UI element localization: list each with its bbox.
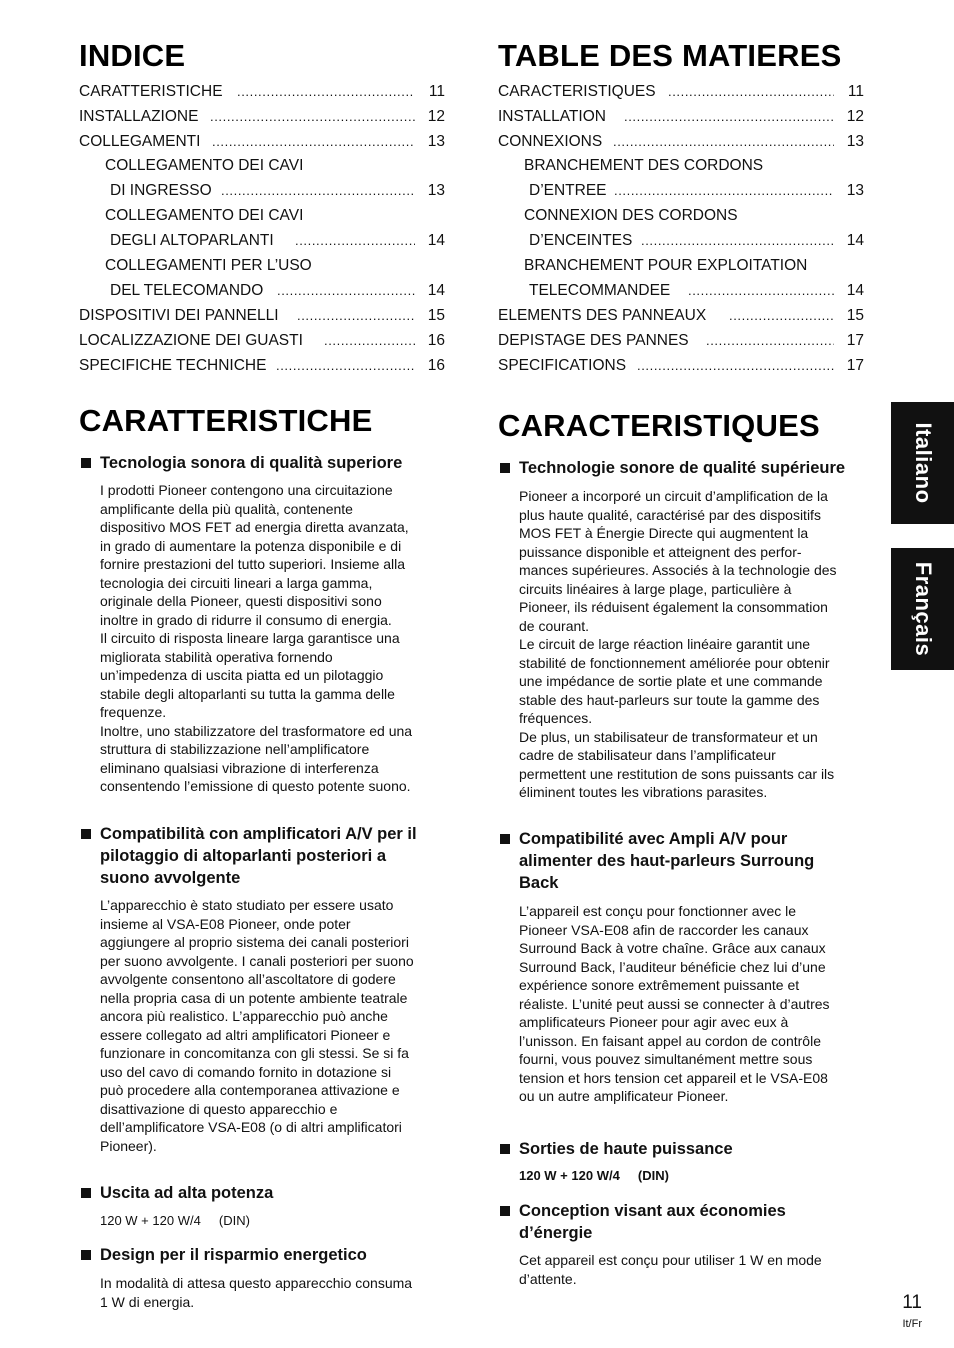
language-tab-italiano: Italiano — [891, 402, 954, 524]
toc-entry: DEL TELECOMANDO ..... 14 — [79, 280, 445, 302]
toc-entry: LOCALIZZAZIONE DEI GUASTI ..... 16 — [79, 330, 445, 352]
bullet-square-icon — [81, 1188, 91, 1198]
section-heading: Technologie sonore de qualité supérieure — [498, 457, 878, 479]
section-heading: Tecnologia sonora di qualità superiore — [79, 452, 457, 474]
features-title: CARATTERISTICHE — [79, 403, 373, 438]
toc-entry: CARACTERISTIQUES ..... 11 — [498, 81, 864, 103]
bullet-square-icon — [500, 834, 510, 844]
toc-title: INDICE — [79, 38, 186, 73]
power-output-spec: 120 W + 120 W/4 (DIN) — [519, 1168, 669, 1183]
section-body: Pioneer a incorporé un circuit d’amplification de la plus haute qualité, caractérisé par des dispositifs MOS FET à Énergie Directe qui augmentent la puissance disponible et atteignent des perfor- mances supérieures. Associés à la technologie des circuits linéaires à large plage, particulière à Pioneer, ils réduisent également la consommation de courant. Le circuit de large réaction linéaire garantit une stabilité de fonctionnement améliorée pour obtenir une impédance de sortie plate et une commande stable des haut-parleurs sur toute la gamme des fréquences. De plus, un stabilisateur de transformateur et un cadre de stabilisateur dans l’amplificateur permettent une restitution de sons puissants car ils éliminent toutes les vibrations parasites. — [519, 488, 837, 800]
section-heading: Compatibilité avec Ampli A/V pour alimenter des haut-parleurs Surroung Back — [498, 828, 878, 894]
page-number: 11 — [902, 1292, 922, 1313]
toc-entry: INSTALLAZIONE ..... 12 — [79, 106, 445, 128]
toc-entry: CONNEXION DES CORDONS — [524, 207, 738, 224]
toc-entry: COLLEGAMENTO DEI CAVI — [105, 157, 304, 174]
toc-title: TABLE DES MATIERES — [498, 38, 842, 73]
toc-entry: CARATTERISTICHE ..... 11 — [79, 81, 445, 103]
toc-entry: SPECIFICATIONS ..... 17 — [498, 355, 864, 377]
toc-entry: BRANCHEMENT POUR EXPLOITATION — [524, 257, 808, 274]
section-heading: Design per il risparmio energetico — [79, 1244, 457, 1266]
toc-entry: BRANCHEMENT DES CORDONS — [524, 157, 764, 174]
toc-entry: D’ENTREE ..... 13 — [498, 180, 864, 202]
toc-entry: DEGLI ALTOPARLANTI ..... 14 — [79, 230, 445, 252]
section-heading: Uscita ad alta potenza — [79, 1182, 457, 1204]
section-body: L’appareil est conçu pour fonctionner avec le Pioneer VSA-E08 afin de raccorder les canaux Surround Back à votre chaîne. Grâce aux canaux Surround Back, l’auditeur bénéficie chez lui d’une expérience sonore extrêmement puissante et réaliste. L’unité peut aussi se connecter à d’autres amplificateurs Pioneer pour agir avec eux à l’unisson. En faisant appel au cordon de contrôle fourni, vous pouvez simultanément mettre sous tension et hors tension cet appareil et le VSA-E08 ou un autre amplificateur Pioneer. — [519, 903, 830, 1104]
toc-entry: D’ENCEINTES ..... 14 — [498, 230, 864, 252]
bullet-square-icon — [500, 463, 510, 473]
section-heading: Sorties de haute puissance — [498, 1138, 878, 1160]
section-body: L’apparecchio è stato studiato per essere usato insieme al VSA-E08 Pioneer, onde poter aggiungere al proprio sistema dei canali posteriori per suono avvolgente. I canali posteriori per suono avvolgente consentono all’ascoltatore di godere nella propria casa di un potente ambiente teatrale ancora più realistico. L’apparecchio può anche essere collegato ad altri amplificatori Pioneer e funzionare in concomitanza con gli stessi. Se si fa uso del cavo di comando fornito in dotazione si può procedere alla contemporanea attivazione e disattivazione di questo apparecchio e dell’amplificatore VSA-E08 (o di altri amplificatori Pioneer). — [100, 897, 414, 1154]
bullet-square-icon — [81, 829, 91, 839]
toc-entry: DEPISTAGE DES PANNES ..... 17 — [498, 330, 864, 352]
bullet-square-icon — [500, 1144, 510, 1154]
toc-entry: COLLEGAMENTI PER L’USO — [105, 257, 312, 274]
toc-entry: TELECOMMANDEE ..... 14 — [498, 280, 864, 302]
bullet-square-icon — [81, 458, 91, 468]
bullet-square-icon — [81, 1250, 91, 1260]
section-heading: Compatibilità con amplificatori A/V per il pilotaggio di altoparlanti posteriori a suono avvolgente — [79, 823, 457, 889]
section-body: Cet appareil est conçu pour utiliser 1 W en mode d’attente. — [519, 1252, 822, 1287]
toc-entry: DI INGRESSO ..... 13 — [79, 180, 445, 202]
toc-entry: COLLEGAMENTO DEI CAVI — [105, 207, 304, 224]
toc-entry: DISPOSITIVI DEI PANNELLI ..... 15 — [79, 305, 445, 327]
page-language-code: It/Fr — [902, 1318, 922, 1330]
toc-entry: ELEMENTS DES PANNEAUX ..... 15 — [498, 305, 864, 327]
toc-entry: INSTALLATION ..... 12 — [498, 106, 864, 128]
toc-entry: COLLEGAMENTI ..... 13 — [79, 131, 445, 153]
toc-entry: SPECIFICHE TECHNICHE ..... 16 — [79, 355, 445, 377]
section-heading: Conception visant aux économies d’énergie — [498, 1200, 878, 1244]
bullet-square-icon — [500, 1206, 510, 1216]
power-output-spec: 120 W + 120 W/4 (DIN) — [100, 1213, 250, 1228]
section-body: I prodotti Pioneer contengono una circuitazione amplificante della più qualità, contenente dispositivo MOS FET ad energia diretta avanzata, in grado di aumentare la potenza disponibile e di fornire prestazioni del tutto superiori. Insieme alla tecnologia dei circuiti lineari a larga gamma, originale della Pioneer, questi dispositivi sono inoltre in grado di ridurre il consumo di energia. Il circuito di risposta lineare larga garantisce una migliorata stabilità operativa fornendo un’impedenza di uscita piatta ed un pilotaggio stabile degli altoparlanti su tutta la gamma delle frequenze. Inoltre, uno stabilizzatore del trasformatore ed una struttura di stabilizzazione nell’amplificatore eliminano qualsiasi vibrazione di interferenza consentendo l’emissione di questo potente suono. — [100, 482, 413, 794]
toc-entry: CONNEXIONS ..... 13 — [498, 131, 864, 153]
section-body: In modalità di attesa questo apparecchio consuma 1 W di energia. — [100, 1275, 413, 1310]
language-tab-francais: Français — [891, 548, 954, 670]
features-title: CARACTERISTIQUES — [498, 408, 820, 443]
